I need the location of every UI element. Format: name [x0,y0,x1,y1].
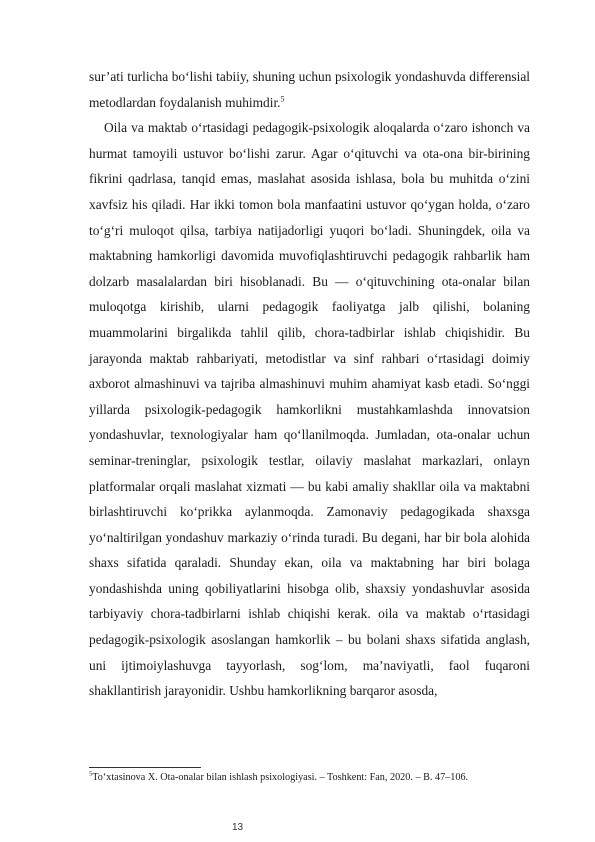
paragraph-main: Oila va maktab o‘rtasidagi pedagogik-psixologik aloqalarda o‘zaro ishonch va hurmat tamoyili ustuvor bo‘lishi zarur. Agar o‘qituvchi va ota-ona bir-birining fikrini qadrlasa, tanqid emas, maslahat asosida ishlasa, bola bu muhitda o‘zini xavfsiz his qiladi. Har ikki tomon bola manfaatini ustuvor qo‘ygan holda, o‘zaro to‘g‘ri muloqot qilsa, tarbiya natijadorligi yuqori bo‘ladi. Shuningdek, oila va maktabning hamkorligi davomida muvofiqlashtiruvchi pedagogik rahbarlik ham dolzarb masalalardan biri hisoblanadi. Bu — o‘qituvchining ota-onalar bilan muloqotga kirishib, ularni pedagogik faoliyatga jalb qilishi, bolaning muammolarini birgalikda tahlil qilib, chora-tadbirlar ishlab chiqishidir. Bu jarayonda maktab rahbariyati, metodistlar va sinf rahbari o‘rtasidagi doimiy axborot almashinuvi va tajriba almashinuvi muhim ahamiyat kasb etadi. So‘nggi yillarda psixologik-pedagogik hamkorlikni mustahkamlashda innovatsion yondashuvlar, texnologiyalar ham qo‘llanilmoqda. Jumladan, ota-onalar uchun seminar-treninglar, psixologik testlar, oilaviy maslahat markazlari, onlayn platformalar orqali maslahat xizmati — bu kabi amaliy shakllar oila va maktabni birlashtiruvchi ko‘prikka aylanmoqda. Zamonaviy pedagogikada shaxsga yo‘naltirilgan yondashuv markaziy o‘rinda turadi. Bu degani, har bir bola alohida shaxs sifatida qaraladi. Shunday ekan, oila va maktabning har biri bolaga yondashishda uning qobiliyatlarini hisobga olib, shaxsiy yondashuvlar asosida tarbiyaviy chora-tadbirlarni ishlab chiqishi kerak. oila va maktab o‘rtasidagi pedagogik-psixologik asoslangan hamkorlik – bu bolani shaxs sifatida anglash, uni ijtimoiylashuvga tayyorlash, sog‘lom, ma’naviyatli, faol fuqaroni shakllantirish jarayonidir. Ushbu hamkorlikning barqaror asosda, [89,120,530,699]
footnote-text: To‘xtasinova X. Ota-onalar bilan ishlash psixologiyasi. – Toshkent: Fan, 2020. – B. 47–106. [92,772,469,783]
page-number: 13 [232,822,244,833]
footnote-reference: 5 [280,94,285,104]
body-text [89,64,530,704]
footnote-separator [89,767,201,768]
paragraph-continuation [89,64,530,115]
paragraph-1-text: sur’ati turlicha bo‘lishi tabiiy, shuning uchun psixologik yondashuvda differensial metodlardan foydalanish muhimdir. [89,69,530,110]
footnote-number: 5 [89,770,93,778]
footnote [89,771,530,785]
